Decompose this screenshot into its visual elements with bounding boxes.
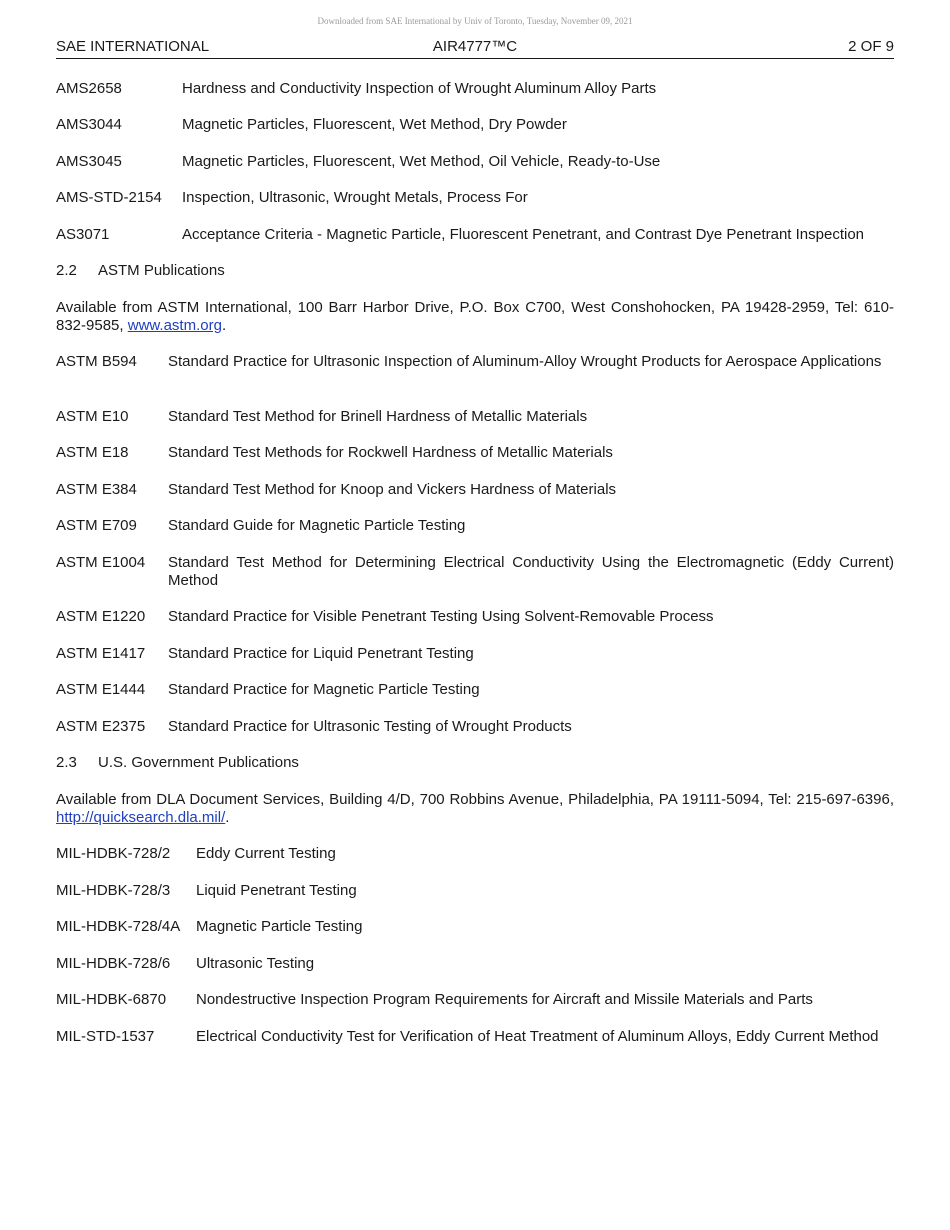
reference-title: Acceptance Criteria - Magnetic Particle, Fluorescent Penetrant, and Contrast Dye Penetrant Inspection [182,226,865,243]
reference-entry [56,645,894,663]
reference-title: Standard Test Method for Brinell Hardness of Metallic Materials [168,408,588,425]
section-number: 2.2 [56,262,77,279]
reference-code: AMS2658 [56,80,122,97]
publisher-name: SAE INTERNATIONAL [56,38,210,55]
reference-title: Standard Practice for Liquid Penetrant Testing [168,645,474,662]
reference-title: Electrical Conductivity Test for Verification of Heat Treatment of Aluminum Alloys, Eddy Current Method [196,1028,879,1045]
reference-entry [56,918,894,936]
document-number: AIR4777™C [432,38,518,55]
reference-code: MIL-HDBK-728/2 [56,845,171,862]
reference-entry [56,226,894,244]
reference-entry [56,681,894,699]
reference-entry [56,882,894,900]
availability-end: . [225,809,230,826]
reference-title: Standard Test Methods for Rockwell Hardness of Metallic Materials [168,444,613,461]
reference-title: Liquid Penetrant Testing [196,882,357,899]
page-header [56,38,894,59]
reference-title: Standard Test Method for Determining Electrical Conductivity Using the Electromagnetic (Eddy Current) Method [168,554,894,589]
reference-code: AMS3044 [56,116,122,133]
reference-title: Inspection, Ultrasonic, Wrought Metals, Process For [182,189,528,206]
reference-entry [56,845,894,863]
reference-entry [56,444,894,462]
reference-code: ASTM E1444 [56,681,146,698]
reference-code: ASTM E709 [56,517,137,534]
reference-entry [56,481,894,499]
reference-title: Standard Practice for Ultrasonic Testing of Wrought Products [168,718,572,735]
reference-entry [56,517,894,535]
reference-entry [56,408,894,426]
reference-title: Hardness and Conductivity Inspection of Wrought Aluminum Alloy Parts [182,80,657,97]
availability-paragraph [56,299,894,335]
reference-code: ASTM E18 [56,444,129,461]
availability-text: Available from ASTM International, 100 Barr Harbor Drive, P.O. Box C700, West Conshohocken, PA 19428-2959, Tel: 610-832-9585, [56,299,894,334]
availability-paragraph [56,791,894,827]
reference-title: Standard Test Method for Knoop and Vickers Hardness of Materials [168,481,617,498]
reference-entry [56,554,894,590]
reference-code: AS3071 [56,226,110,243]
reference-code: MIL-HDBK-6870 [56,991,167,1008]
reference-title: Standard Practice for Magnetic Particle Testing [168,681,480,698]
reference-title: Standard Practice for Visible Penetrant Testing Using Solvent-Removable Process [168,608,714,625]
reference-entry [56,153,894,171]
reference-title: Eddy Current Testing [196,845,336,862]
availability-text: Available from DLA Document Services, Building 4/D, 700 Robbins Avenue, Philadelphia, PA 19111-5094, Tel: 215-697-6396, [56,791,894,808]
reference-entry [56,955,894,973]
reference-title: Ultrasonic Testing [196,955,315,972]
reference-entry [56,608,894,626]
reference-entry [56,353,894,371]
reference-entry [56,991,894,1009]
reference-entry [56,1028,894,1046]
reference-code: ASTM E10 [56,408,129,425]
reference-title: Nondestructive Inspection Program Requirements for Aircraft and Missile Materials and Parts [196,991,813,1008]
reference-code: ASTM E1004 [56,554,146,571]
section-title: ASTM Publications [98,262,225,279]
reference-code: ASTM B594 [56,353,137,370]
reference-title: Magnetic Particle Testing [196,918,363,935]
reference-title: Magnetic Particles, Fluorescent, Wet Method, Dry Powder [182,116,567,133]
reference-code: ASTM E384 [56,481,137,498]
reference-title: Magnetic Particles, Fluorescent, Wet Method, Oil Vehicle, Ready-to-Use [182,153,661,170]
dla-website-link[interactable]: http://quicksearch.dla.mil/ [56,809,226,826]
section-title: U.S. Government Publications [98,754,299,771]
reference-entry [56,116,894,134]
reference-code: ASTM E1220 [56,608,146,625]
reference-code: MIL-STD-1537 [56,1028,155,1045]
reference-title: Standard Guide for Magnetic Particle Testing [168,517,466,534]
reference-title: Standard Practice for Ultrasonic Inspection of Aluminum-Alloy Wrought Products for Aerospace Applications [168,353,882,370]
download-watermark: Downloaded from SAE International by Univ of Toronto, Tuesday, November 09, 2021 [317,16,633,26]
reference-code: MIL-HDBK-728/3 [56,882,171,899]
reference-code: ASTM E2375 [56,718,146,735]
section-number: 2.3 [56,754,77,771]
reference-code: MIL-HDBK-728/6 [56,955,171,972]
reference-code: AMS-STD-2154 [56,189,162,206]
reference-code: MIL-HDBK-728/4A [56,918,181,935]
reference-entry [56,718,894,736]
page-number: 2 OF 9 [848,38,894,55]
astm-website-link[interactable]: www.astm.org [127,317,222,334]
reference-code: ASTM E1417 [56,645,146,662]
reference-code: AMS3045 [56,153,122,170]
availability-end: . [221,317,227,334]
reference-entry [56,189,894,207]
reference-entry [56,80,894,98]
